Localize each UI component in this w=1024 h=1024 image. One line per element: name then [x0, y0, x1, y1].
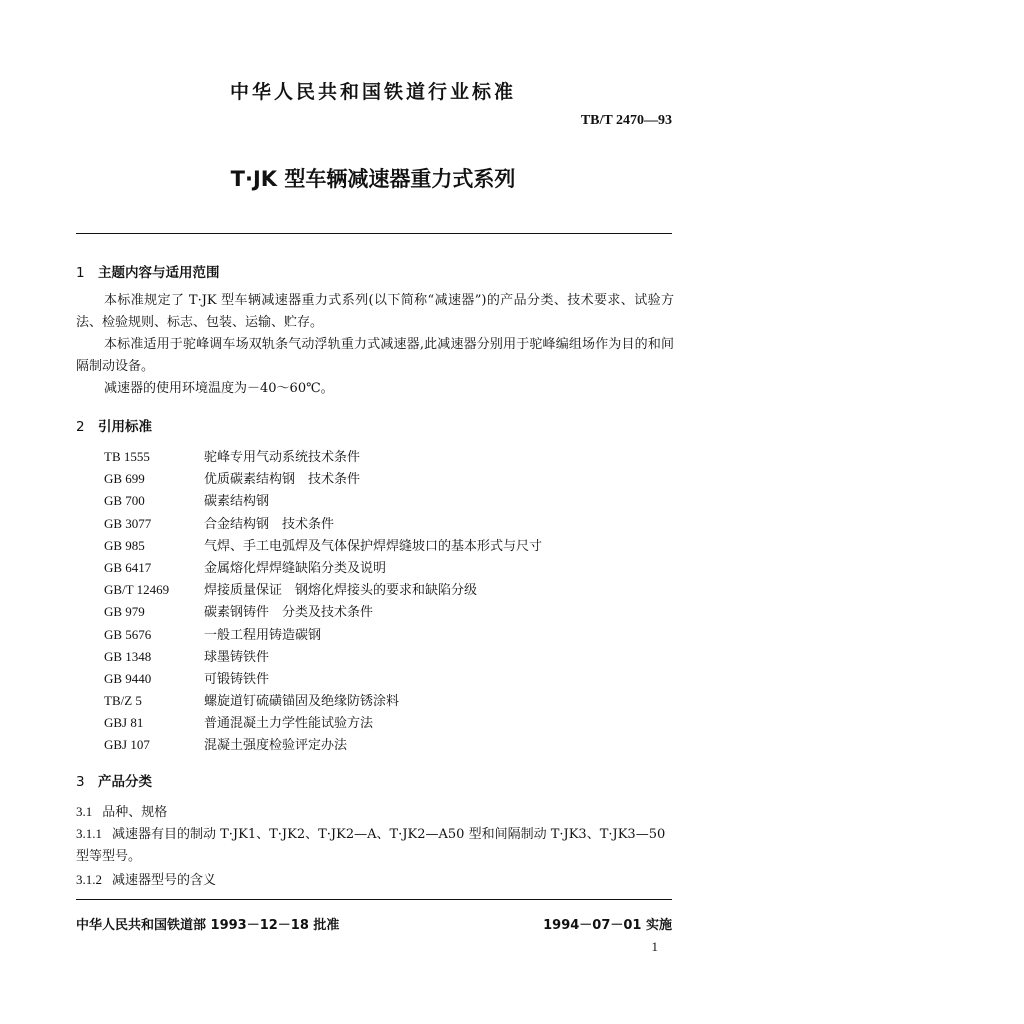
reference-code: TB 1555: [104, 449, 150, 464]
document-title: T·JK 型车辆减速器重力式系列: [230, 167, 516, 191]
section-1-paragraph-3: 减速器的使用环境温度为－40～60℃。: [104, 381, 334, 396]
reference-code: GBJ 107: [104, 737, 150, 753]
subsection-3-1-2: [76, 869, 676, 892]
subsection-3-1-1-number: 3.1.1: [76, 826, 102, 841]
top-divider: [76, 233, 672, 234]
section-3-number: 3: [76, 774, 85, 790]
section-2-number: 2: [76, 419, 85, 435]
reference-row: [104, 668, 664, 690]
reference-title: 金属熔化焊焊缝缺陷分类及说明: [204, 560, 387, 576]
reference-title: 普通混凝土力学性能试验方法: [204, 716, 374, 732]
subsection-3-1-2-number: 3.1.2: [76, 872, 102, 887]
reference-row: [104, 557, 664, 579]
reference-code: GB 699: [104, 471, 145, 487]
page-number: 1: [651, 939, 658, 954]
reference-row: [104, 624, 664, 646]
reference-list: [104, 446, 664, 757]
reference-row: [104, 646, 664, 668]
reference-code: TB/Z 5: [104, 693, 142, 709]
subsection-3-1-number: 3.1: [76, 804, 93, 819]
implementation-date: 1994－07－01 实施: [543, 918, 672, 933]
section-1-title: 主题内容与适用范围: [98, 265, 220, 281]
reference-title: 球墨铸铁件: [204, 649, 270, 665]
subsection-3-1-1: [76, 823, 676, 868]
reference-row: [104, 513, 664, 535]
reference-title: 碳素结构钢: [204, 494, 270, 510]
section-1-number: 1: [76, 265, 85, 281]
section-2-heading: [76, 415, 152, 435]
issuing-body-title: 中华人民共和国铁道行业标准: [229, 81, 516, 103]
reference-row: [104, 734, 664, 756]
reference-title: 碳素钢铸件 分类及技术条件: [204, 605, 374, 621]
subsection-3-1-text: 品种、规格: [102, 805, 168, 820]
reference-code: GB 9440: [104, 670, 152, 686]
section-3-heading: [76, 770, 152, 790]
standard-code: TB/T 2470—93: [580, 113, 672, 128]
reference-row: [104, 690, 664, 712]
reference-row: [104, 712, 664, 734]
section-2-title: 引用标准: [98, 419, 152, 435]
reference-title: 可锻铸铁件: [204, 671, 270, 687]
subsection-3-1: [76, 801, 676, 824]
reference-code: GBJ 81: [104, 715, 144, 731]
reference-code: GB 1348: [104, 648, 152, 664]
subsection-3-1-2-text: 减速器型号的含义: [112, 873, 217, 888]
reference-row: [104, 490, 664, 512]
reference-title: 螺旋道钉硫磺锚固及绝缘防锈涂料: [204, 694, 400, 710]
reference-code: GB 700: [104, 493, 145, 509]
reference-code: GB 6417: [104, 559, 152, 575]
subsection-3-1-1-text: 减速器有目的制动 T·JK1、T·JK2、T·JK2—A、T·JK2—A50 型和间隔制动 T·JK3、T·JK3—50 型等型号。: [76, 827, 666, 864]
bottom-divider: [76, 899, 672, 900]
reference-code: GB 985: [104, 537, 145, 553]
reference-row: [104, 601, 664, 623]
section-1-paragraph-2: 本标准适用于驼峰调车场双轨条气动浮轨重力式减速器,此减速器分别用于驼峰编组场作为目的和间隔制动设备。: [76, 337, 674, 374]
reference-title: 优质碳素结构钢 技术条件: [204, 472, 361, 488]
section-3-title: 产品分类: [98, 774, 152, 790]
reference-title: 混凝土强度检验评定办法: [204, 738, 348, 754]
reference-code: GB 3077: [104, 515, 152, 531]
reference-title: 气焊、手工电弧焊及气体保护焊焊缝坡口的基本形式与尺寸: [204, 538, 543, 554]
reference-code: GB 979: [104, 604, 145, 620]
section-1-heading: [76, 261, 220, 281]
reference-title: 合金结构钢 技术条件: [204, 516, 335, 532]
reference-row: [104, 446, 664, 468]
reference-title: 一般工程用铸造碳钢: [204, 627, 322, 643]
reference-row: [104, 535, 664, 557]
reference-row: [104, 579, 664, 601]
reference-title: 焊接质量保证 钢熔化焊接头的要求和缺陷分级: [204, 583, 478, 599]
reference-row: [104, 468, 664, 490]
approval-statement: 中华人民共和国铁道部 1993－12－18 批准: [76, 918, 340, 933]
reference-code: GB 5676: [104, 626, 152, 642]
section-1-paragraph-1: 本标准规定了 T·JK 型车辆减速器重力式系列(以下简称“减速器”)的产品分类、技术要求、试验方法、检验规则、标志、包装、运输、贮存。: [76, 293, 674, 330]
reference-code: GB/T 12469: [104, 582, 170, 598]
reference-title: 驼峰专用气动系统技术条件: [204, 450, 361, 465]
